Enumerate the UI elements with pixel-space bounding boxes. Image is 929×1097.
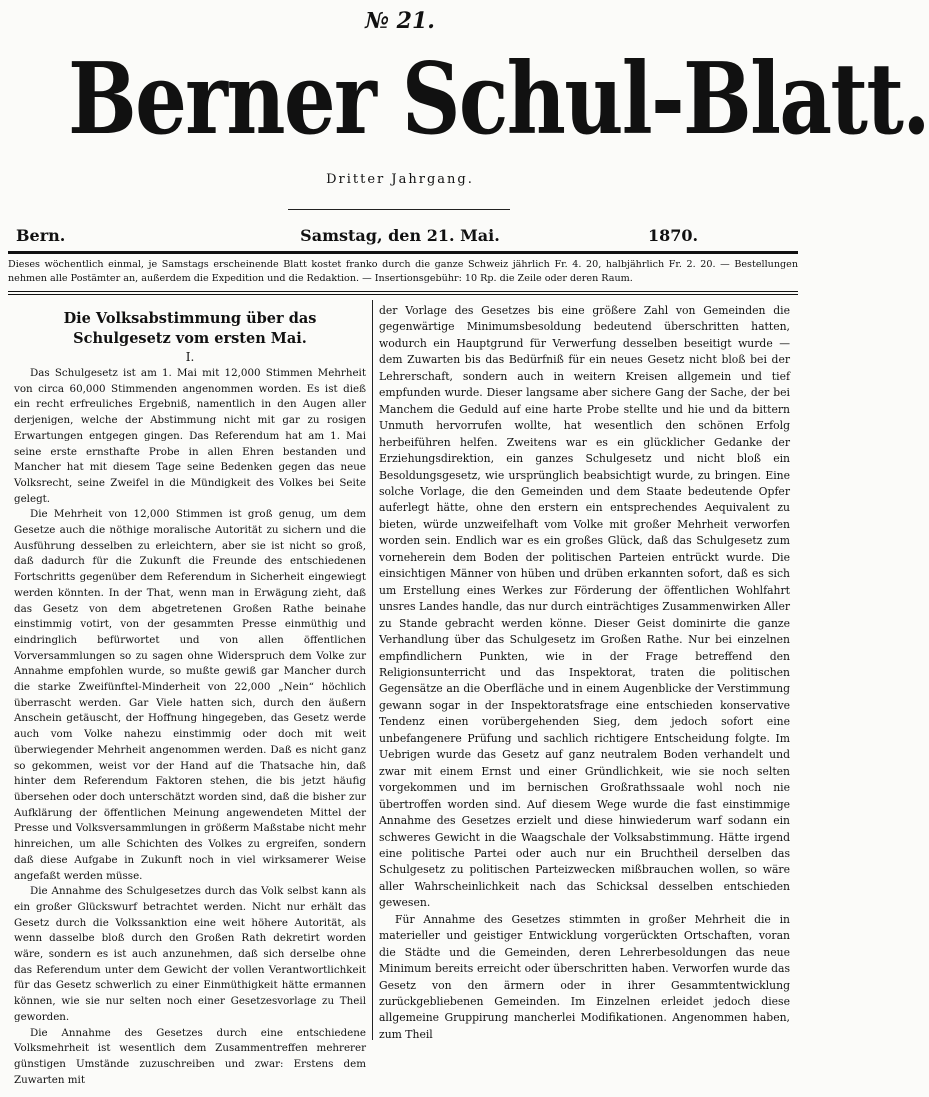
article-paragraph: Die Mehrheit von 12,000 Stimmen ist groß genug, um dem Gesetze auch die nöthige moralische Autorität zu sichern und die Ausführung desselben zu erleichtern, aber sie ist nicht so groß, daß dadurch für die Zukunft die Freunde des entschiedenen Fortschritts gegenüber dem Referendum in Sicherheit eingewiegt werden könnten. In der That, wenn man in Erwägung zieht, daß das Gesetz von dem abgetretenen Großen Rathe beinahe einstimmig votirt, von der gesammten Presse einmüthig und eindringlich befürwortet und von allen öffentlichen Vorversammlungen so zu sagen ohne Widerspruch dem Volke zur Annahme empfohlen wurde, so mußte gewiß gar Mancher durch die starke Zweifünftel-Minderheit von 22,000 „Nein“ höchlich überrascht werden. Gar Viele hatten sich, durch den äußern Anschein getäuscht, der Hoffnung hingegeben, das Gesetz werde auch vom Volke nahezu einstimmig oder doch mit weit überwiegender Mehrheit angenommen werden. Daß es nicht ganz so gekommen, weist vor der Hand auf die Thatsache hin, daß hinter dem Referendum Faktoren stehen, die bis jetzt häufig übersehen oder doch unterschätzt worden sind, daß die bisher zur Aufklärung der öffentlichen Meinung angewendeten Mittel der Presse und Volksversammlungen in größerm Maßstabe nicht mehr hinreichen, um alle Schichten des Volkes zu ergreifen, sondern daß diese Aufgabe in Zukunft noch in viel wirksamerer Weise angefaßt werden müsse. [14,508,366,882]
header-rule-top [8,251,798,254]
article-paragraph: Das Schulgesetz ist am 1. Mai mit 12,000 Stimmen Mehrheit von circa 60,000 Stimmenden angenommen worden. Es ist dieß ein recht erfreuliches Ergebniß, namentlich in den Augen aller derjenigen, welche der Abstimmung nicht mit gar zu rosigen Erwartungen entgegen gingen. Das Referendum hat am 1. Mai seine erste ernsthafte Probe in allen Ehren bestanden und Mancher hat mit diesem Tage seine Bedenken gegen das neue Volksrecht, seine Zweifel in die Mündigkeit des Volkes bei Seite gelegt. [14,367,366,505]
dateline-year: 1870. [648,226,699,245]
volume-line: Dritter Jahrgang. [326,172,474,187]
article-paragraph: Für Annahme des Gesetzes stimmten in großer Mehrheit die in materieller und geistiger Entwicklung vorgerückten Ortschaften, voran die Städte und die Gemeinden, deren Lehrerbesoldungen das neue Minimum bereits erreicht oder überschritten haben. Verworfen wurde das Gesetz von den ärmern oder in ihrer Gesammtentwicklung zurückgebliebenen Gemeinden. Im Einzelnen erleidet jedoch diese allgemeine Gruppirung mancherlei Modifikationen. Angenommen haben, zum Theil [379,912,790,1041]
article-column-right [379,303,790,1043]
article-paragraph: Die Annahme des Gesetzes durch eine entschiedene Volksmehrheit ist wesentlich dem Zusammentreffen mehrerer günstigen Umstände zuzuschreiben und zwar: Erstens dem Zuwarten mit [14,1026,366,1086]
masthead-divider [288,209,510,210]
header-rule-bottom-double [8,294,798,295]
header-rule-bottom [8,291,798,292]
dateline-place: Bern. [16,226,66,245]
article-column-left [14,303,366,1088]
dateline-date: Samstag, den 21. Mai. [300,226,500,245]
article-title: Die Volksabstimmung über das Schulgesetz vom ersten Mai. [63,310,317,347]
column-divider [372,300,373,1040]
newspaper-masthead: Berner Schul-Blatt. [68,42,929,157]
article-paragraph: der Vorlage des Gesetzes bis eine größere Zahl von Gemeinden die gegenwärtige Minimumsbesoldung bedeutend überschritten hatten, wodurch ein Hauptgrund für Verwerfung desselben beseitigt wurde — dem Zuwarten bis das Bedürfniß für ein neues Gesetz nicht bloß bei der Lehrerschaft, sondern auch in weitern Kreisen allgemein und tief empfunden wurde. Dieser langsame aber sichere Gang der Sache, der bei Manchem die Geduld auf eine harte Probe stellte und hie und da bittern Unmuth hervorrufen wollte, hat wesentlich den schönen Erfolg herbeiführen helfen. Zweitens war es ein glücklicher Gedanke der Erziehungsdirektion, ein ganzes Schulgesetz und nicht bloß ein Besoldungsgesetz, wie ursprünglich beabsichtigt wurde, zu bringen. Eine solche Vorlage, die den Gemeinden und dem Staate bedeutende Opfer auferlegt hätte, ohne den erstern ein entsprechendes Aequivalent zu bieten, würde unzweifelhaft vom Volke mit großer Mehrheit verworfen worden sein. Endlich war es ein großes Glück, daß das Schulgesetz zum vorneherein dem Boden der politischen Parteien entrückt wurde. Die einsichtigen Männer von hüben und drüben erkannten sofort, daß es sich um Erstellung eines Werkes zur Förderung der öffentlichen Wohlfahrt unsres Landes handle, das nur durch einträchtiges Zusammenwirken Aller zu Stande gebracht werden könne. Dieser Geist dominirte die ganze Verhandlung über das Schulgesetz im Großen Rathe. Nur bei einzelnen empfindlichern Punkten, wie in der Frage betreffend den Religionsunterricht und das Inspektorat, traten die politischen Gegensätze an die Oberfläche und in einem Augenblicke der Verstimmung gewann sogar in der Inspektoratsfrage eine entschieden konservative Tendenz einen vorübergehenden Sieg, dem jedoch sofort eine unbefangenere Prüfung und sachlich richtigere Entscheidung folgte. Im Uebrigen wurde das Gesetz auf ganz neutralem Boden verhandelt und zwar mit einem Ernst und einer Gründlichkeit, wie sie noch selten vorgekommen und im bernischen Großrathssaale wohl noch nie übertroffen worden sind. Auf diesem Wege wurde die fast einstimmige Annahme des Gesetzes erzielt und diese hinwiederum warf sodann ein schweres Gewicht in die Waagschale der Volksabstimmung. Hätte irgend eine politische Partei oder auch nur ein Bruchtheil derselben das Schulgesetz zu politischen Parteizwecken mißbrauchen wollen, so wäre aller Wahrscheinlichkeit nach das Schicksal desselben entschieden gewesen. [379,304,790,910]
subscription-notice: Dieses wöchentlich einmal, je Samstags erscheinende Blatt kostet franko durch die ganze Schweiz jährlich Fr. 4. 20, halbjährlich Fr. 2. 20. — Bestellungen nehmen alle Postämter an, außerdem die Expedition und die Redaktion. — Insertionsgebühr: 10 Rp. die Zeile oder deren Raum. [8,259,798,284]
article-section-number: I. [185,350,195,364]
article-paragraph: Die Annahme des Schulgesetzes durch das Volk selbst kann als ein großer Glückswurf betrachtet werden. Nicht nur erhält das Gesetz durch die Volkssanktion eine weit höhere Autorität, als wenn dasselbe bloß durch den Großen Rath dekretirt worden wäre, sondern es ist auch anzunehmen, daß sich derselbe ohne das Referendum unter dem Gewicht der vollen Verantwortlichkeit für das Gesetz schwerlich zu einer Einmüthigkeit hätte ermannen können, wie sie nur selten noch einer Gesetzesvorlage zu Theil geworden. [14,885,366,1023]
issue-number: № 21. [365,8,435,34]
